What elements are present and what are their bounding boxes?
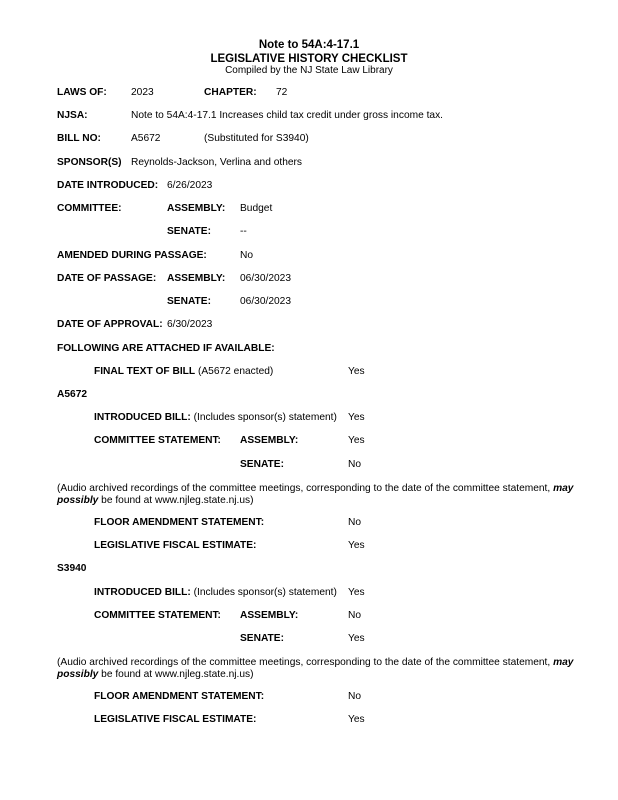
committee-senate-label: SENATE: bbox=[167, 226, 211, 237]
audio-note-emphasis: may possibly bbox=[57, 483, 574, 506]
date-of-approval-value: 6/30/2023 bbox=[167, 319, 213, 330]
includes-statement-note: (Includes sponsor(s) statement) bbox=[193, 412, 337, 423]
laws-of-label: LAWS OF: bbox=[57, 87, 107, 98]
bill-no-value: A5672 bbox=[131, 133, 161, 144]
introduced-bill-label: INTRODUCED BILL: bbox=[94, 587, 191, 598]
a5672-floor-amendment-label: FLOOR AMENDMENT STATEMENT: bbox=[94, 517, 265, 528]
sponsors-label: SPONSOR(S) bbox=[57, 157, 122, 168]
a5672-introduced-row bbox=[94, 412, 337, 424]
date-introduced-value: 6/26/2023 bbox=[167, 180, 213, 191]
following-heading: FOLLOWING ARE ATTACHED IF AVAILABLE: bbox=[57, 343, 275, 354]
includes-statement-note: (Includes sponsor(s) statement) bbox=[193, 587, 337, 598]
date-introduced-label: DATE INTRODUCED: bbox=[57, 180, 159, 191]
audio-note-text: (Audio archived recordings of the committee meetings, corresponding to the date of the committee statement, bbox=[57, 657, 554, 668]
page-title: Note to 54A:4-17.1 bbox=[258, 39, 360, 51]
s3940-fiscal-estimate-value: Yes bbox=[348, 714, 365, 725]
s3940-cs-senate-value: Yes bbox=[348, 633, 365, 644]
a5672-cs-senate-label: SENATE: bbox=[240, 459, 284, 470]
substituted-note: (Substituted for S3940) bbox=[204, 133, 309, 144]
chapter-value: 72 bbox=[276, 87, 288, 98]
audio-note-tail: be found at www.njleg.state.nj.us) bbox=[98, 495, 254, 506]
bill-no-label: BILL NO: bbox=[57, 133, 101, 144]
s3940-floor-amendment-label: FLOOR AMENDMENT STATEMENT: bbox=[94, 691, 265, 702]
passage-assembly-label: ASSEMBLY: bbox=[167, 273, 226, 284]
njsa-value: Note to 54A:4-17.1 Increases child tax credit under gross income tax. bbox=[131, 110, 444, 121]
bill-s3940-heading: S3940 bbox=[57, 563, 87, 574]
a5672-cs-assembly-label: ASSEMBLY: bbox=[240, 435, 299, 446]
s3940-committee-statement-label: COMMITTEE STATEMENT: bbox=[94, 610, 221, 621]
s3940-cs-assembly-value: No bbox=[348, 610, 362, 621]
date-of-passage-label: DATE OF PASSAGE: bbox=[57, 273, 157, 284]
committee-label: COMMITTEE: bbox=[57, 203, 122, 214]
passage-assembly-value: 06/30/2023 bbox=[240, 273, 291, 284]
final-text-row bbox=[94, 366, 273, 378]
compiled-by: Compiled by the NJ State Law Library bbox=[225, 65, 393, 76]
bill-a5672-heading: A5672 bbox=[57, 389, 88, 400]
a5672-committee-statement-label: COMMITTEE STATEMENT: bbox=[94, 435, 221, 446]
amended-value: No bbox=[240, 250, 254, 261]
sponsors-value: Reynolds-Jackson, Verlina and others bbox=[131, 157, 303, 168]
a5672-cs-senate-value: No bbox=[348, 459, 362, 470]
committee-senate-value: -- bbox=[240, 226, 247, 237]
audio-note-2 bbox=[57, 657, 602, 681]
introduced-bill-label: INTRODUCED BILL: bbox=[94, 412, 191, 423]
a5672-cs-assembly-value: Yes bbox=[348, 435, 365, 446]
audio-note-text: (Audio archived recordings of the committee meetings, corresponding to the date of the committee statement, bbox=[57, 483, 554, 494]
s3940-fiscal-estimate-label: LEGISLATIVE FISCAL ESTIMATE: bbox=[94, 714, 257, 725]
page-subtitle: LEGISLATIVE HISTORY CHECKLIST bbox=[210, 53, 408, 65]
s3940-floor-amendment-value: No bbox=[348, 691, 362, 702]
final-text-note: (A5672 enacted) bbox=[197, 366, 274, 377]
s3940-introduced-row bbox=[94, 587, 337, 599]
amended-label: AMENDED DURING PASSAGE: bbox=[57, 250, 207, 261]
a5672-fiscal-estimate-value: Yes bbox=[348, 540, 365, 551]
final-text-value: Yes bbox=[348, 366, 365, 377]
laws-of-value: 2023 bbox=[131, 87, 154, 98]
audio-note-tail: be found at www.njleg.state.nj.us) bbox=[98, 669, 254, 680]
passage-senate-value: 06/30/2023 bbox=[240, 296, 291, 307]
audio-note-1 bbox=[57, 483, 602, 507]
s3940-introduced-value: Yes bbox=[348, 587, 365, 598]
a5672-fiscal-estimate-label: LEGISLATIVE FISCAL ESTIMATE: bbox=[94, 540, 257, 551]
audio-note-emphasis: may possibly bbox=[57, 657, 574, 680]
date-of-approval-label: DATE OF APPROVAL: bbox=[57, 319, 163, 330]
committee-assembly-label: ASSEMBLY: bbox=[167, 203, 226, 214]
s3940-cs-assembly-label: ASSEMBLY: bbox=[240, 610, 299, 621]
passage-senate-label: SENATE: bbox=[167, 296, 211, 307]
committee-assembly-value: Budget bbox=[240, 203, 273, 214]
njsa-label: NJSA: bbox=[57, 110, 88, 121]
a5672-introduced-value: Yes bbox=[348, 412, 365, 423]
s3940-cs-senate-label: SENATE: bbox=[240, 633, 284, 644]
chapter-label: CHAPTER: bbox=[204, 87, 257, 98]
final-text-label: FINAL TEXT OF BILL bbox=[94, 366, 196, 377]
a5672-floor-amendment-value: No bbox=[348, 517, 362, 528]
